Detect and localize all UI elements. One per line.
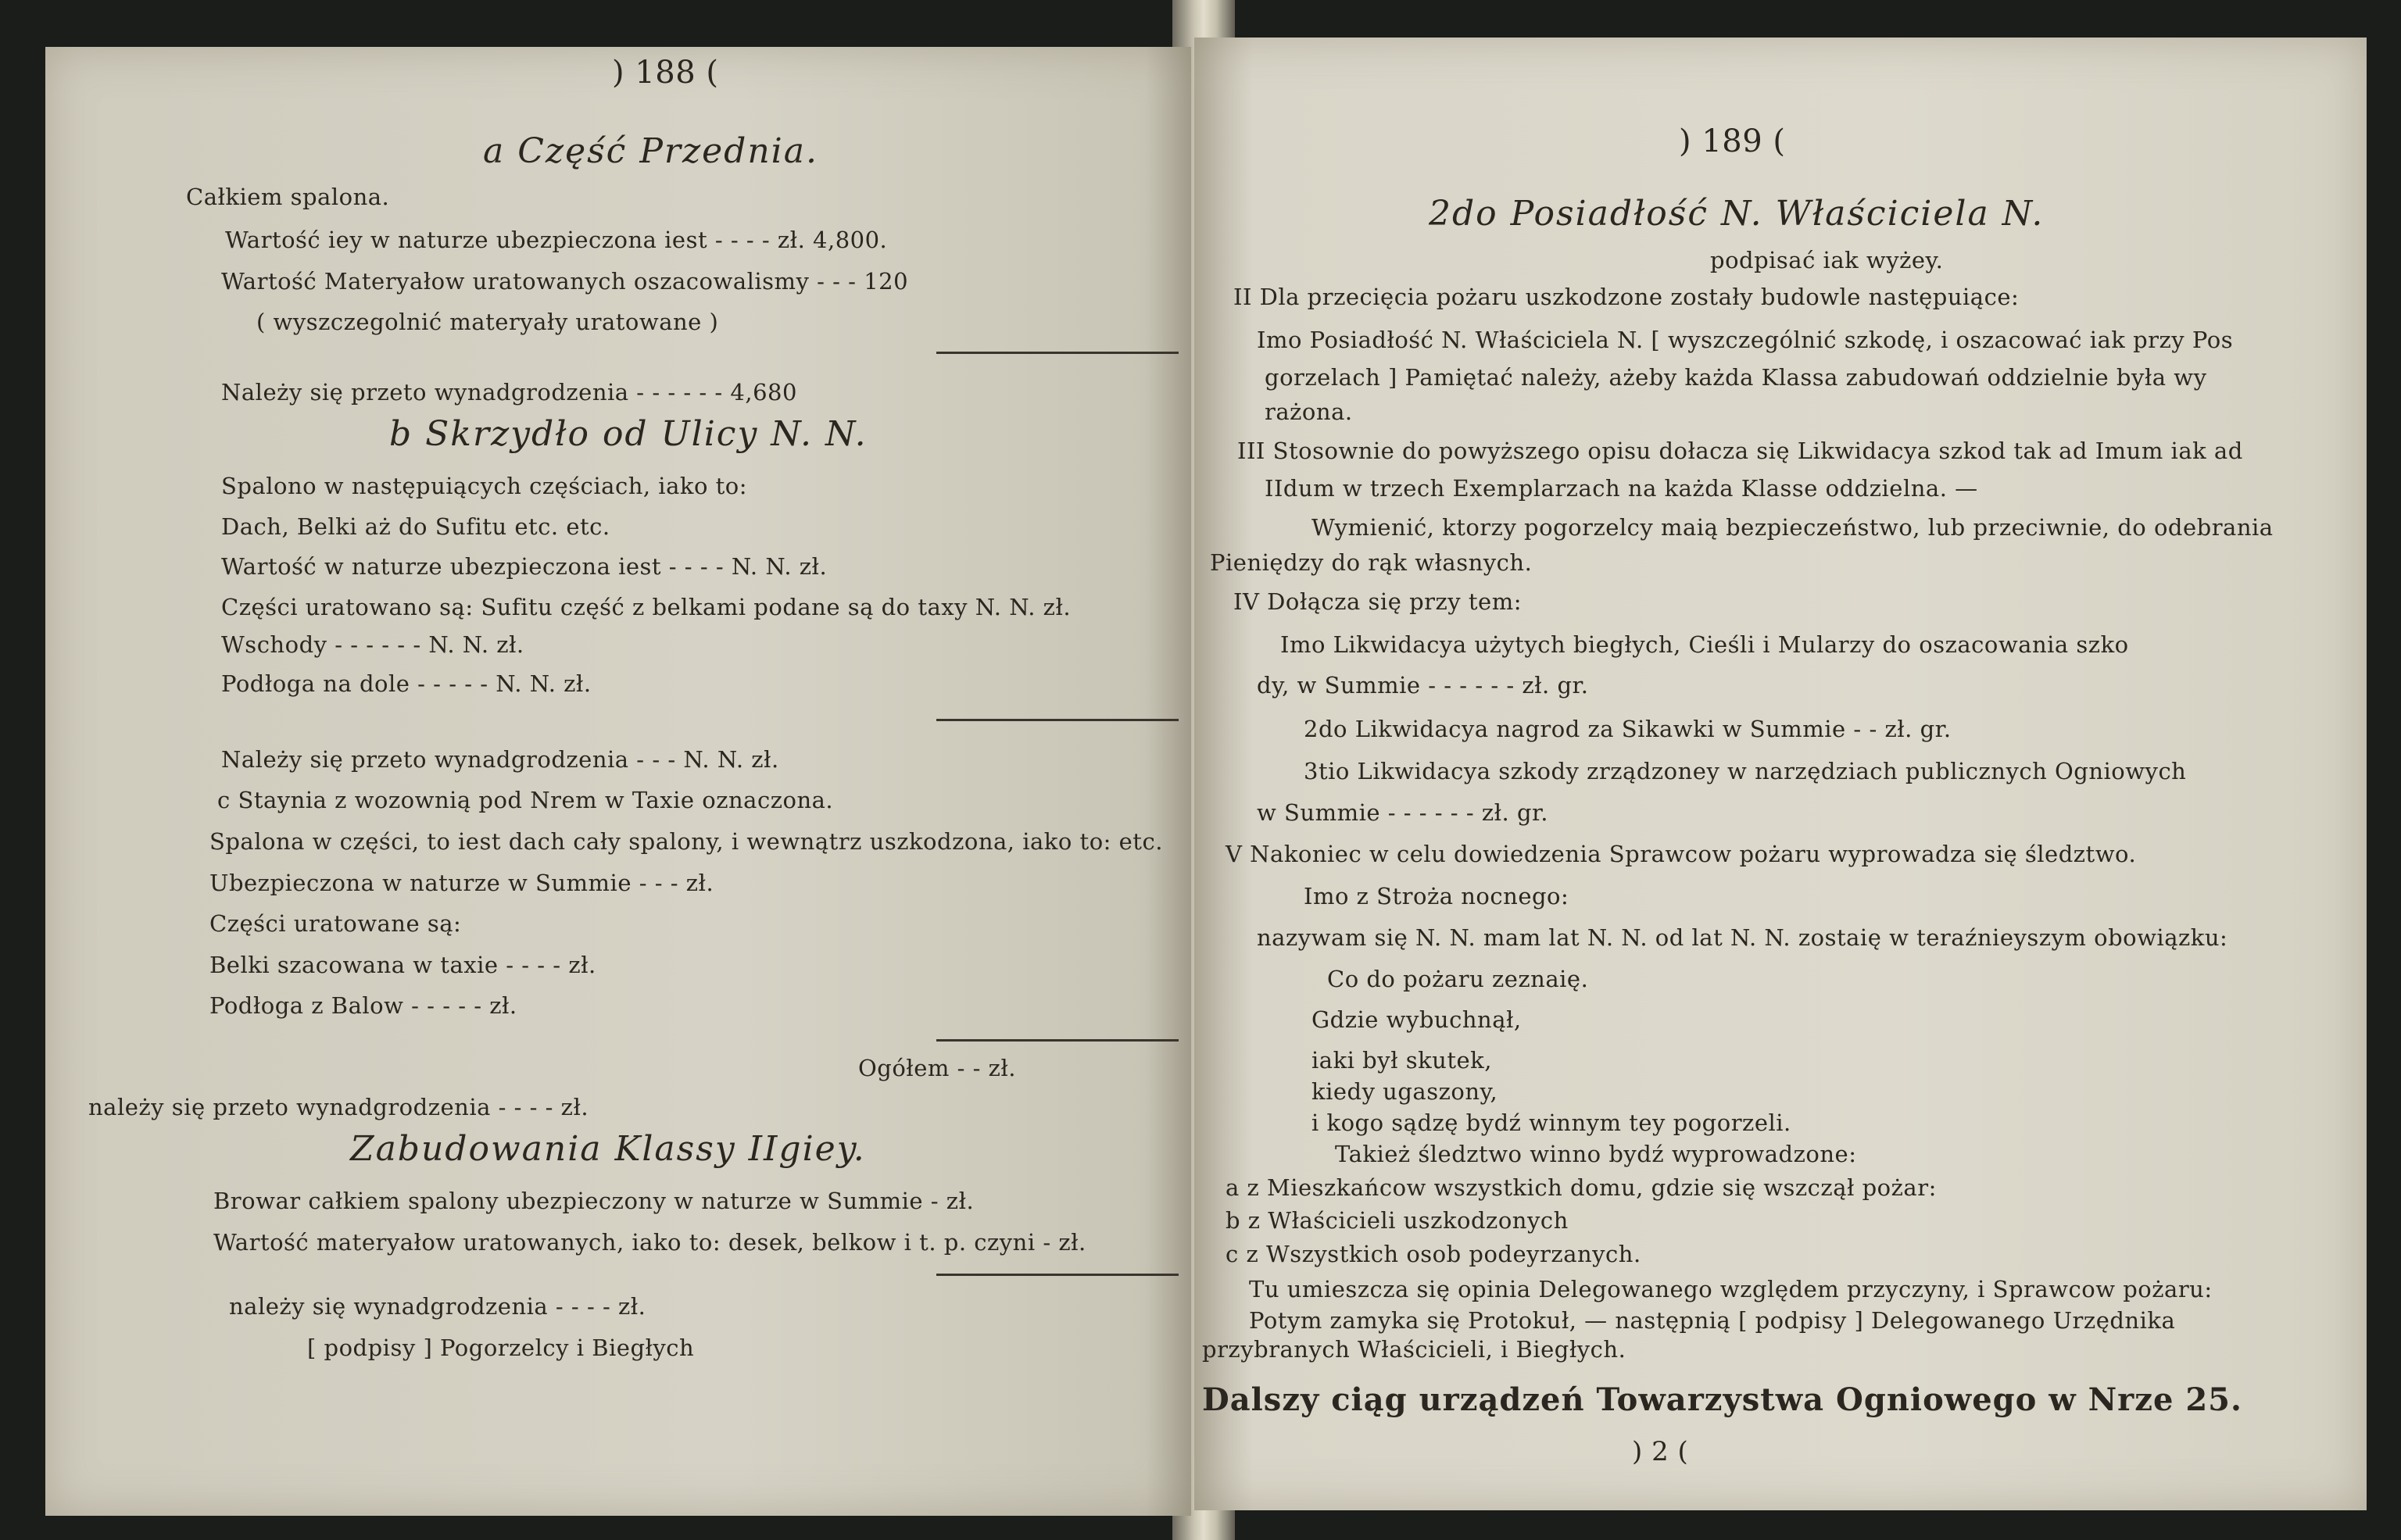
- text-line: [ podpisy ] Pogorzelcy i Biegłych: [307, 1335, 695, 1361]
- text-line: Wymienić, ktorzy pogorzelcy maią bezpieczeństwo, lub przeciwnie, do odebrania: [1311, 514, 2274, 541]
- section-heading: b Skrzydło od Ulicy N. N.: [389, 414, 868, 454]
- text-line: Wschody - - - - - - N. N. zł.: [221, 631, 524, 658]
- text-line: ( wyszczegolnić materyały uratowane ): [256, 309, 719, 335]
- text-line: Wartość materyałow uratowanych, iako to: desek, belkow i t. p. czyni - zł.: [213, 1229, 1086, 1256]
- text-line: Tu umieszcza się opinia Delegowanego względem przyczyny, i Sprawcow pożaru:: [1249, 1276, 2213, 1302]
- sum-rule: [936, 352, 1179, 354]
- text-line: b z Właścicieli uszkodzonych: [1226, 1207, 1569, 1234]
- text-line: III Stosownie do powyższego opisu dołacza się Likwidacya szkod tak ad Imum iak ad: [1237, 438, 2243, 464]
- text-line: a z Mieszkańcow wszystkich domu, gdzie się wszczął pożar:: [1226, 1174, 1937, 1201]
- text-line: Wartość w naturze ubezpieczona iest - - - - N. N. zł.: [221, 553, 828, 580]
- right-page: [1194, 38, 2367, 1510]
- continuation-footer: Dalszy ciąg urządzeń Towarzystwa Ogniowego w Nrze 25.: [1202, 1381, 2242, 1418]
- text-line: podpisać iak wyżey.: [1710, 247, 1944, 273]
- text-line: Pieniędzy do rąk własnych.: [1210, 549, 1533, 576]
- text-line: rażona.: [1265, 398, 1353, 425]
- text-line: 2do Likwidacya nagrod za Sikawki w Summie - - zł. gr.: [1304, 716, 1952, 742]
- text-line: Takież śledztwo winno bydź wyprowadzone:: [1335, 1141, 1857, 1167]
- text-line: V Nakoniec w celu dowiedzenia Sprawcow pożaru wyprowadza się śledztwo.: [1226, 841, 2137, 867]
- text-line: Podłoga na dole - - - - - N. N. zł.: [221, 670, 592, 697]
- text-line: Spalona w części, to iest dach cały spalony, i wewnątrz uszkodzona, iako to: etc.: [209, 828, 1163, 855]
- text-line: Imo z Stroża nocnego:: [1304, 883, 1569, 909]
- section-heading: Zabudowania Klassy IIgiey.: [350, 1129, 866, 1169]
- text-line: Ubezpieczona w naturze w Summie - - - zł.: [209, 870, 714, 896]
- text-line: IIdum w trzech Exemplarzach na każda Klasse oddzielna. —: [1265, 475, 1978, 502]
- text-line: Imo Posiadłość N. Właściciela N. [ wyszczególnić szkodę, i oszacować iak przy Pos: [1257, 327, 2234, 353]
- text-line: Części uratowane są:: [209, 910, 462, 937]
- text-line: Imo Likwidacya użytych biegłych, Cieśli i Mularzy do oszacowania szko: [1280, 631, 2129, 658]
- text-line: Wartość iey w naturze ubezpieczona iest - - - - zł. 4,800.: [225, 227, 888, 253]
- text-line: i kogo sądzę bydź winnym tey pogorzeli.: [1311, 1109, 1791, 1136]
- sum-rule: [936, 719, 1179, 721]
- text-line: przybranych Właścicieli, i Biegłych.: [1202, 1336, 1626, 1363]
- sum-rule: [936, 1039, 1179, 1042]
- text-line: 3tio Likwidacya szkody zrządzoney w narzędziach publicznych Ogniowych: [1304, 758, 2187, 784]
- text-line: Należy się przeto wynadgrodzenia - - - - - - 4,680: [221, 379, 797, 406]
- text-line: gorzelach ] Pamiętać należy, ażeby każda Klassa zabudowań oddzielnie była wy: [1265, 364, 2207, 391]
- left-page: [45, 47, 1191, 1516]
- section-heading: 2do Posiadłość N. Właściciela N.: [1429, 194, 2045, 234]
- text-line: nazywam się N. N. mam lat N. N. od lat N. N. zostaię w teraźnieyszym obowiązku:: [1257, 924, 2228, 951]
- text-line: Części uratowano są: Sufitu część z belkami podane są do taxy N. N. zł.: [221, 594, 1072, 620]
- text-line: c z Wszystkich osob podeyrzanych.: [1226, 1241, 1641, 1267]
- text-line: II Dla przecięcia pożaru uszkodzone zostały budowle następuiące:: [1233, 284, 2020, 310]
- text-line: Spalono w następuiących częściach, iako to:: [221, 473, 748, 499]
- text-line: Belki szacowana w taxie - - - - zł.: [209, 952, 596, 978]
- text-line: Całkiem spalona.: [186, 184, 390, 210]
- text-line: IV Dołącza się przy tem:: [1233, 588, 1522, 615]
- text-line: Należy się przeto wynadgrodzenia - - - N. N. zł.: [221, 746, 779, 773]
- text-line: Podłoga z Balow - - - - - zł.: [209, 992, 517, 1019]
- signature-mark: ) 2 (: [1632, 1436, 1689, 1467]
- text-line: Wartość Materyałow uratowanych oszacowalismy - - - 120: [221, 268, 909, 295]
- section-heading: a Część Przednia.: [483, 131, 818, 171]
- text-line: należy się przeto wynadgrodzenia - - - - zł.: [88, 1094, 589, 1120]
- text-line: dy, w Summie - - - - - - zł. gr.: [1257, 672, 1589, 699]
- page-number: ) 188 (: [612, 55, 719, 91]
- text-line: Gdzie wybuchnął,: [1311, 1006, 1522, 1033]
- text-line: Co do pożaru zeznaię.: [1327, 966, 1589, 992]
- text-line: iaki był skutek,: [1311, 1047, 1492, 1074]
- sum-rule: [936, 1274, 1179, 1276]
- text-line: Ogółem - - zł.: [858, 1055, 1017, 1081]
- text-line: należy się wynadgrodzenia - - - - zł.: [229, 1293, 646, 1320]
- text-line: Dach, Belki aż do Sufitu etc. etc.: [221, 513, 610, 540]
- text-line: kiedy ugaszony,: [1311, 1078, 1498, 1105]
- text-line: Potym zamyka się Protokuł, — następnią [ podpisy ] Delegowanego Urzędnika: [1249, 1307, 2176, 1334]
- text-line: c Staynia z wozownią pod Nrem w Taxie oznaczona.: [217, 787, 834, 813]
- page-number: ) 189 (: [1679, 123, 1786, 159]
- text-line: w Summie - - - - - - zł. gr.: [1257, 799, 1548, 826]
- text-line: Browar całkiem spalony ubezpieczony w naturze w Summie - zł.: [213, 1188, 975, 1214]
